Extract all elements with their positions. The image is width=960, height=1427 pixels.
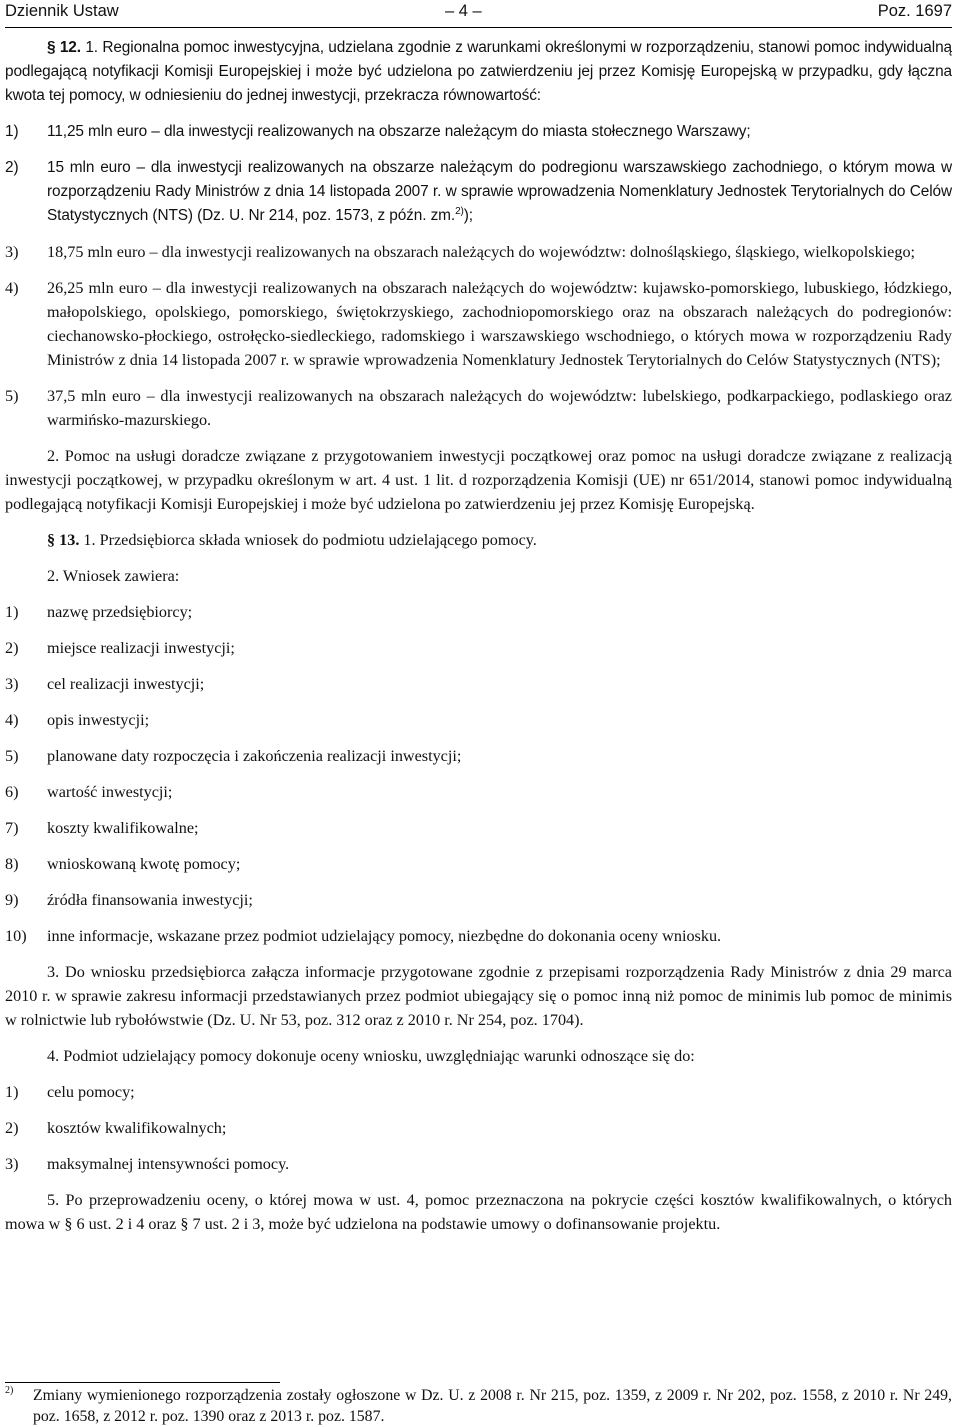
list-item: 4) 26,25 mln euro – dla inwestycji realizowanych na obszarach należących do województw: kujawsko-pomorskiego, lubuskiego, łódzkiego, małopolskiego, opolskiego, pomorskiego, świętokrzyskiego, zachodniopomorskiego oraz na obszarach należących do podregionów: ciechanowsko-płockiego, ostrołęcko-siedleckiego, radomskiego i warszawskiego wschodniego, o których mowa w rozporządzeniu Rady Ministrów z dnia 14 listopada 2007 r. w sprawie wprowadzenia Nomenklatury Jednostek Terytorialnych do Celów Statystycznych (NTS); <box>5 279 952 369</box>
list-item: 9) źródła finansowania inwestycji; <box>5 891 253 909</box>
footnote-text: Zmiany wymienionego rozporządzenia zostały ogłoszone w Dz. U. z 2008 r. Nr 215, poz. 1359, z 2009 r. Nr 202, poz. 1558, z 2010 r. Nr 249, poz. 1658, z 2012 r. poz. 1390 oraz z 2013 r. poz. 1587. <box>33 1387 952 1425</box>
s12-p1-text: 1. Regionalna pomoc inwestycyjna, udzielana zgodnie z warunkami określonymi w rozporządzeniu, stanowi pomoc indywidualną podlegającą notyfikacji Komisji Europejskiej i może być udzielona po zatwierdzeniu jej przez Komisję Europejską w przypadku, gdy łączna kwota tej pomocy, w odniesieniu do jednej inwestycji, przekracza równowartość: <box>5 39 952 104</box>
s12-paragraph-1 <box>5 36 952 108</box>
s13-paragraph-1 <box>5 528 952 552</box>
list-item: 3) maksymalnej intensywności pomocy. <box>5 1155 290 1173</box>
position-number: Poz. 1697 <box>877 2 952 20</box>
list-item: 3) 18,75 mln euro – dla inwestycji realizowanych na obszarach należących do województw: dolnośląskiego, śląskiego, wielkopolskiego; <box>5 243 916 261</box>
document-body <box>5 36 952 1248</box>
s13-paragraph-2: 2. Wniosek zawiera: <box>47 567 180 585</box>
list-item: 1) 11,25 mln euro – dla inwestycji realizowanych na obszarze należącym do miasta stołecznego Warszawy; <box>5 123 751 140</box>
list-item: 6) wartość inwestycji; <box>5 783 173 801</box>
list-item: 8) wnioskowaną kwotę pomocy; <box>5 855 241 873</box>
list-item: 5) 37,5 mln euro – dla inwestycji realizowanych na obszarach należących do województw: lubelskiego, podkarpackiego, podlaskiego oraz warmińsko-mazurskiego. <box>5 387 952 429</box>
list-item: 2) miejsce realizacji inwestycji; <box>5 639 235 657</box>
list-item: 2) 15 mln euro – dla inwestycji realizowanych na obszarze należącym do podregionu warszawskiego zachodniego, o którym mowa w rozporządzeniu Rady Ministrów z dnia 14 listopada 2007 r. w sprawie wprowadzenia Nomenklatury Jednostek Terytorialnych do Celów Statystycznych (NTS) (Dz. U. Nr 214, poz. 1573, z późn. zm.$^{2)}$); <box>5 159 952 224</box>
s13-number: § 13. <box>47 531 80 549</box>
list-item: 7) koszty kwalifikowalne; <box>5 819 199 837</box>
s13-paragraph-4: 4. Podmiot udzielający pomocy dokonuje oceny wniosku, uwzględniając warunki odnoszące się do: <box>47 1047 695 1065</box>
list-item: 3) cel realizacji inwestycji; <box>5 675 205 693</box>
footnote-ref: 2) <box>455 205 464 217</box>
list-item: 5) planowane daty rozpoczęcia i zakończenia realizacji inwestycji; <box>5 747 462 765</box>
list-item: 2) kosztów kwalifikowalnych; <box>5 1119 227 1137</box>
footnote <box>5 1385 952 1427</box>
s13-p1-text: 1. Przedsiębiorca składa wniosek do podmiotu udzielającego pomocy. <box>79 531 537 549</box>
footnote-rule <box>5 1382 280 1383</box>
s13-paragraph-3: 3. Do wniosku przedsiębiorca załącza informacje przygotowane zgodnie z przepisami rozporządzenia Rady Ministrów z dnia 29 marca 2010 r. w sprawie zakresu informacji przedstawianych przez podmiot ubiegający się o pomoc inną niż pomoc de minimis lub pomoc de minimis w rolnictwie lub rybołówstwie (Dz. U. Nr 53, poz. 312 oraz z 2010 r. Nr 254, poz. 1704). <box>5 963 952 1029</box>
page-number: – 4 – <box>445 2 482 20</box>
list-item: 10) inne informacje, wskazane przez podmiot udzielający pomocy, niezbędne do dokonania oceny wniosku. <box>5 927 722 945</box>
header-rule <box>5 27 952 28</box>
s13-paragraph-5: 5. Po przeprowadzeniu oceny, o której mowa w ust. 4, pomoc przeznaczona na pokrycie części kosztów kwalifikowalnych, o których mowa w § 6 ust. 2 i 4 oraz § 7 ust. 2 i 3, może być udzielona na podstawie umowy o dofinansowanie projektu. <box>5 1191 952 1233</box>
s12-paragraph-2: 2. Pomoc na usługi doradcze związane z przygotowaniem inwestycji początkowej oraz pomoc na usługi doradcze związane z realizacją inwestycji początkowej, w przypadku określonym w art. 4 ust. 1 lit. d rozporządzenia Komisji (UE) nr 651/2014, stanowi pomoc indywidualną podlegającą notyfikacji Komisji Europejskiej i może być udzielona po zatwierdzeniu jej przez Komisję Europejską. <box>5 447 952 513</box>
list-item: 1) celu pomocy; <box>5 1083 135 1101</box>
list-item: 1) nazwę przedsiębiorcy; <box>5 603 193 621</box>
list-item: 4) opis inwestycji; <box>5 711 150 729</box>
s12-number: § 12. <box>47 39 81 56</box>
page-header <box>5 0 952 23</box>
journal-title: Dziennik Ustaw <box>5 2 119 20</box>
footnote-mark: 2) <box>5 1385 14 1396</box>
